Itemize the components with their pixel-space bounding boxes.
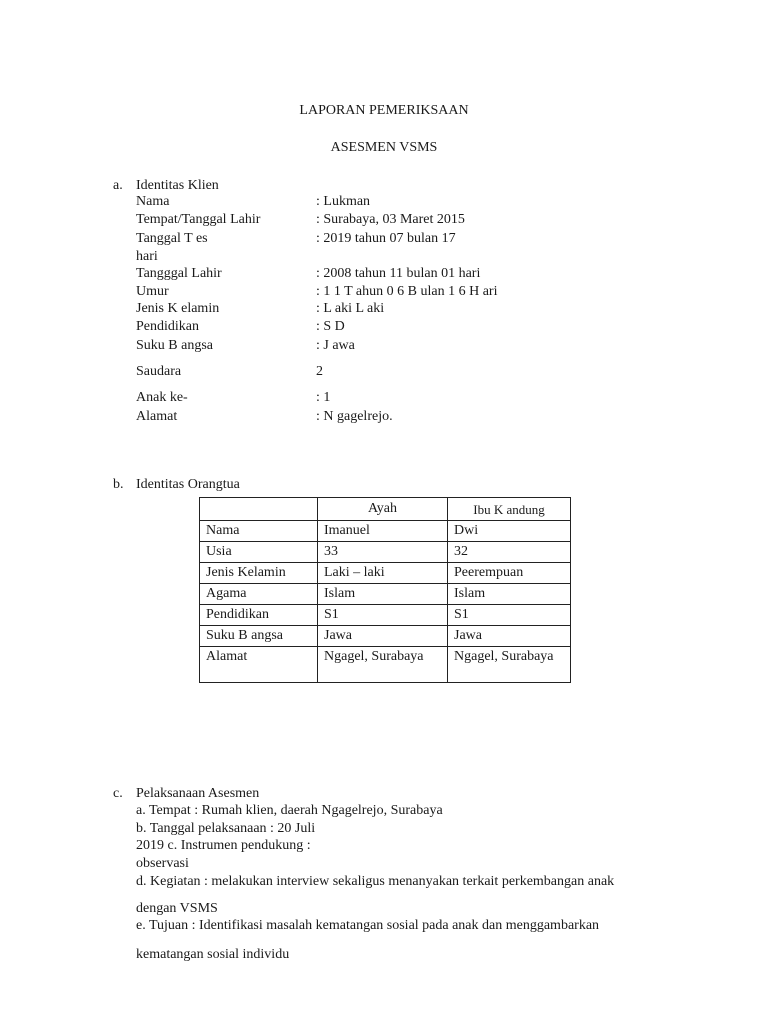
assessment-line: e. Tujuan : Identifikasi masalah kematangan sosial pada anak dan menggambarkan xyxy=(136,918,600,933)
client-label: Umur xyxy=(136,284,169,299)
father-value: Ngagel, Surabaya xyxy=(318,647,448,683)
section-c-heading: Pelaksanaan Asesmen xyxy=(136,786,260,801)
table-row xyxy=(200,626,571,647)
row-label: Nama xyxy=(200,521,318,542)
client-value: : 1 1 T ahun 0 6 B ulan 1 6 H ari xyxy=(316,284,498,299)
father-value: Islam xyxy=(318,584,448,605)
mother-value: Jawa xyxy=(448,626,571,647)
row-label: Alamat xyxy=(200,647,318,683)
header-cell-father: Ayah xyxy=(318,498,448,521)
report-subtitle: ASESMEN VSMS xyxy=(330,140,438,155)
table-row xyxy=(200,584,571,605)
row-label: Agama xyxy=(200,584,318,605)
section-a-marker: a. xyxy=(113,178,123,193)
row-label: Usia xyxy=(200,542,318,563)
client-value: : Lukman xyxy=(316,194,371,209)
assessment-line: d. Kegiatan : melakukan interview sekaligus menanyakan terkait perkembangan anak xyxy=(136,874,615,889)
client-label: Anak ke- xyxy=(136,390,188,405)
table-row xyxy=(200,542,571,563)
client-value: 2 xyxy=(316,364,323,379)
section-b-marker: b. xyxy=(113,477,124,492)
father-value: S1 xyxy=(318,605,448,626)
mother-value: Ngagel, Surabaya xyxy=(448,647,571,683)
table-header-row xyxy=(200,498,571,521)
client-label: hari xyxy=(136,249,158,264)
report-title: LAPORAN PEMERIKSAAN xyxy=(299,103,469,118)
mother-value: S1 xyxy=(448,605,571,626)
father-value: Jawa xyxy=(318,626,448,647)
mother-value: Islam xyxy=(448,584,571,605)
table-row xyxy=(200,521,571,542)
client-label: Jenis K elamin xyxy=(136,301,220,316)
table-row xyxy=(200,647,571,683)
client-label: Tangggal Lahir xyxy=(136,266,222,281)
table-row xyxy=(200,563,571,584)
assessment-line: observasi xyxy=(136,856,189,871)
father-value: 33 xyxy=(318,542,448,563)
client-label: Tanggal T es xyxy=(136,231,208,246)
client-label: Alamat xyxy=(136,409,178,424)
client-value: : 2008 tahun 11 bulan 01 hari xyxy=(316,266,481,281)
section-c-marker: c. xyxy=(113,786,123,801)
section-b-heading: Identitas Orangtua xyxy=(136,477,240,492)
father-value: Imanuel xyxy=(318,521,448,542)
assessment-line: b. Tanggal pelaksanaan : 20 Juli xyxy=(136,821,316,836)
client-value: : 2019 tahun 07 bulan 17 xyxy=(316,231,456,246)
client-value: : S D xyxy=(316,319,345,334)
assessment-line: 2019 c. Instrumen pendukung : xyxy=(136,838,311,853)
client-value: : L aki L aki xyxy=(316,301,385,316)
client-value: : J awa xyxy=(316,338,355,353)
assessment-line: kematangan sosial individu xyxy=(136,947,290,962)
row-label: Pendidikan xyxy=(200,605,318,626)
client-label: Suku B angsa xyxy=(136,338,213,353)
table-row xyxy=(200,605,571,626)
header-cell-mother: Ibu K andung xyxy=(448,498,571,521)
header-cell-empty xyxy=(200,498,318,521)
row-label: Suku B angsa xyxy=(200,626,318,647)
client-label: Nama xyxy=(136,194,170,209)
row-label: Jenis Kelamin xyxy=(200,563,318,584)
mother-value: 32 xyxy=(448,542,571,563)
father-value: Laki – laki xyxy=(318,563,448,584)
mother-value: Peerempuan xyxy=(448,563,571,584)
client-value: : N gagelrejo. xyxy=(316,409,393,424)
client-label: Pendidikan xyxy=(136,319,199,334)
client-value: : Surabaya, 03 Maret 2015 xyxy=(316,212,465,227)
assessment-line: dengan VSMS xyxy=(136,901,218,916)
client-label: Tempat/Tanggal Lahir xyxy=(136,212,261,227)
client-value: : 1 xyxy=(316,390,331,405)
parents-table xyxy=(199,497,571,683)
mother-value: Dwi xyxy=(448,521,571,542)
assessment-line: a. Tempat : Rumah klien, daerah Ngagelrejo, Surabaya xyxy=(136,803,443,818)
section-a-heading: Identitas Klien xyxy=(136,178,219,193)
client-label: Saudara xyxy=(136,364,182,379)
